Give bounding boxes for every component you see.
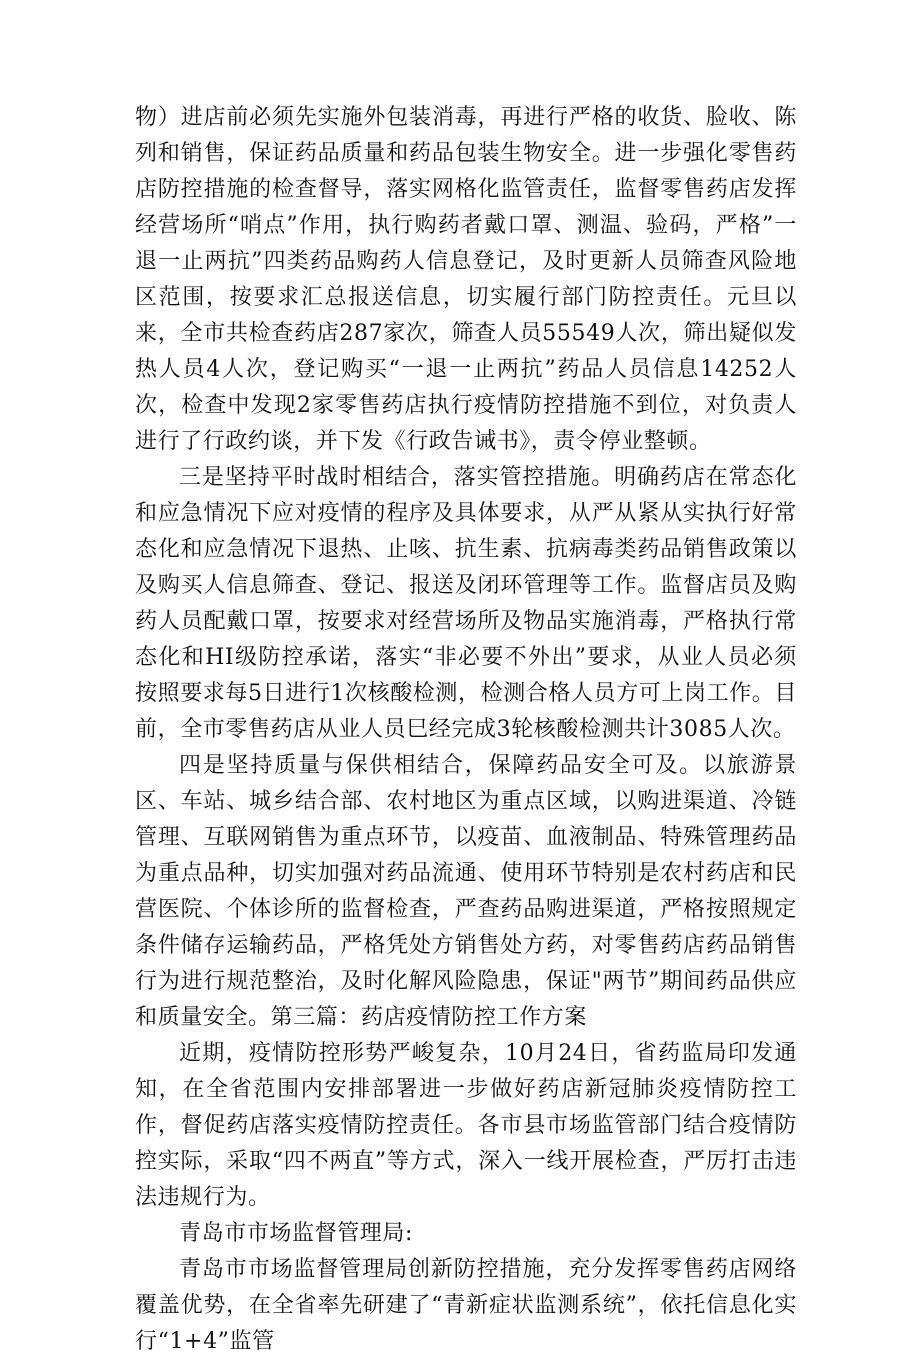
- paragraph-continuation: 物）进店前必须先实施外包装消毒，再进行严格的收货、脸收、陈列和销售，保证药品质量和药品包装生物安全。进一步强化零售药店防控措施的检查督导，落实网格化监管责任，监督零售药店发挥经营场所“哨点”作用，执行购药者戴口罩、测温、验码，严格”一退一止两抗”四类药品购药人信息登记，及时更新人员筛查风险地区范围，按要求汇总报送信息，切实履行部门防控责任。元旦以来，全市共检查药店287家次，筛查人员55549人次，筛出疑似发热人员4人次，登记购买“一退一止两抗”药品人员信息14252人次，检查中发现2家零售药店执行疫情防控措施不到位，对负责人进行了行政约谈，并下发《行政告诫书》，责令停业整顿。: [135, 105, 797, 454]
- section-heading-qingdao: 青岛市市场监督管理局:: [179, 1221, 414, 1246]
- paragraph-recent-situation: 近期，疫情防控形势严峻复杂，10月24日，省药监局印发通知，在全省范围内安排部署进一步做好药店新冠肺炎疫情防控工作，督促药店落实疫情防控责任。各市县市场监管部门结合疫情防控实际，采取“四不两直”等方式，深入一线开展检查，严厉打击违法违规行为。: [135, 1041, 797, 1210]
- paragraph-three-measures: 三是坚持平时战时相结合，落实管控措施。明确药店在常态化和应急情况下应对疫情的程序及具体要求，从严从紧从实执行好常态化和应急情况下退热、止咳、抗生素、抗病毒类药品销售政策以及购买人信息筛查、登记、报送及闭环管理等工作。监督店员及购药人员配戴口罩，按要求对经营场所及物品实施消毒，严格执行常态化和HI级防控承诺，落实“非必要不外出”要求，从业人员必须按照要求每5日进行1次核酸检测，检测合格人员方可上岗工作。目前，全市零售药店从业人员巳经完成3轮核酸检测共计3085人次。: [135, 465, 797, 742]
- document-body: [135, 100, 797, 1360]
- paragraph-four-supply: 四是坚持质量与保供相结合，保障药品安全可及。以旅游景区、车站、城乡结合部、农村地区为重点区域，以购进渠道、冷链管理、互联网销售为重点环节，以疫苗、血液制品、特殊管理药品为重点品种，切实加强对药品流通、使用环节特别是农村药店和民营医院、个体诊所的监督检查，严查药品购进渠道，严格按照规定条件储存运输药品，严格凭处方销售处方药，对零售药店药品销售行为进行规范整治，及时化解风险隐患，保证"两节”期间药品供应和质量安全。第三篇：药店疫情防控工作方案: [135, 753, 797, 1030]
- paragraph-qingdao: 青岛市市场监督管理局创新防控措施，充分发挥零售药店网络覆盖优势，在全省率先研建了“青新症状监测系统”，依托信息化实行“1+4”监管: [135, 1257, 797, 1354]
